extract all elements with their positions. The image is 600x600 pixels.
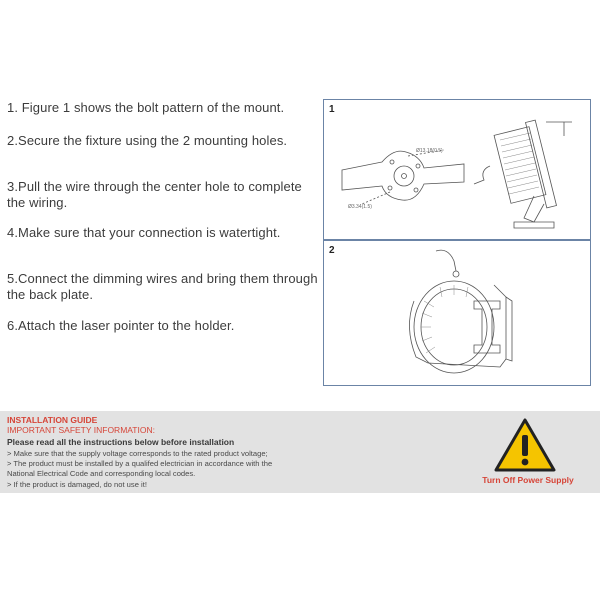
warning-triangle-icon: [493, 417, 557, 473]
guide-instruction: Please read all the instructions below before installation: [7, 437, 235, 447]
guide-line-3: National Electrical Code and corresponding local codes.: [7, 469, 196, 478]
warning-label: Turn Off Power Supply: [482, 475, 574, 485]
guide-line-1: > Make sure that the supply voltage corresponds to the rated product voltage;: [7, 449, 268, 458]
figure-1-panel: [323, 99, 591, 240]
guide-line-4: > If the product is damaged, do not use it!: [7, 480, 147, 489]
figure-1-dim-a: Ø13.18(0.5): [416, 148, 443, 154]
guide-title: INSTALLATION GUIDE: [7, 415, 98, 425]
step-5: 5.Connect the dimming wires and bring them through the back plate.: [7, 271, 318, 302]
step-3: 3.Pull the wire through the center hole to complete the wiring.: [7, 179, 302, 210]
step-2: 2.Secure the fixture using the 2 mounting holes.: [7, 133, 288, 148]
figure-2-panel: [323, 240, 591, 386]
step-6: 6.Attach the laser pointer to the holder.: [7, 318, 235, 333]
guide-line-2: > The product must be installed by a qualifed electrician in accordance with the: [7, 459, 273, 468]
figure-1-drawing: [324, 100, 590, 239]
figure-2-drawing: [324, 241, 590, 385]
step-1: 1. Figure 1 shows the bolt pattern of the mount.: [7, 100, 285, 115]
step-4: 4.Make sure that your connection is watertight.: [7, 225, 281, 240]
figure-1-number: 1: [329, 104, 335, 115]
guide-subtitle: IMPORTANT SAFETY INFORMATION:: [7, 425, 155, 435]
figure-1-dim-b: Ø3.34(1.5): [348, 204, 372, 210]
figure-2-number: 2: [329, 245, 335, 256]
installation-guide: [0, 411, 600, 493]
